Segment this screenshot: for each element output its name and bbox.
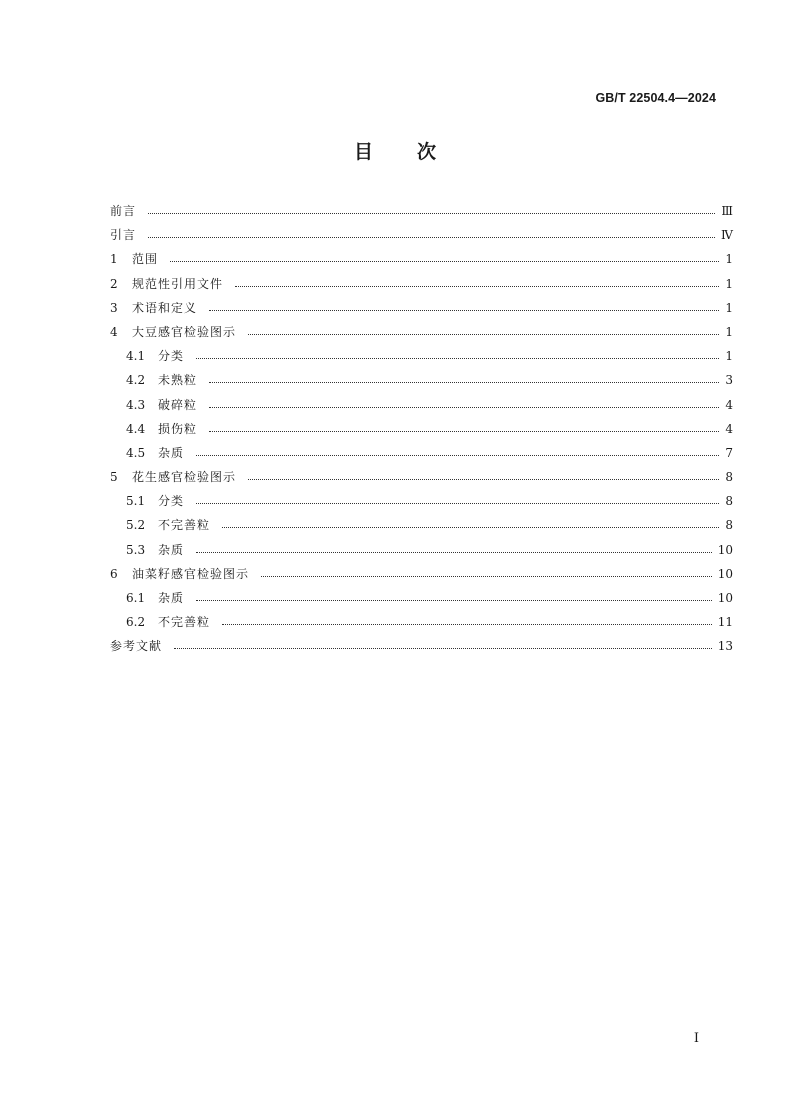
toc-entry-page: 1 <box>725 276 733 291</box>
toc-entry-label: 大豆感官检验图示 <box>132 324 237 339</box>
toc-entry-label: 未熟粒 <box>158 373 198 388</box>
toc-entry-page: 1 <box>725 252 733 267</box>
toc-entry[interactable] <box>110 420 733 444</box>
toc-entry-number: 2 <box>110 276 118 291</box>
toc-entry-number: 6.2 <box>126 615 146 630</box>
toc-dot-leader <box>174 647 712 649</box>
toc-entry[interactable] <box>110 226 733 250</box>
toc-dot-leader <box>248 333 719 335</box>
toc-entry[interactable] <box>110 299 733 323</box>
toc-entry-page: 8 <box>725 494 733 509</box>
toc-entry-page: 4 <box>725 397 733 412</box>
toc-dot-leader <box>222 526 719 528</box>
toc-entry-number: 5 <box>110 470 118 485</box>
toc-dot-leader <box>196 454 719 456</box>
toc-entry[interactable] <box>110 468 733 492</box>
toc-entry-label: 杂质 <box>158 542 185 557</box>
toc-dot-leader <box>196 502 719 504</box>
toc-dot-leader <box>148 212 715 214</box>
toc-entry-page: 13 <box>717 639 733 654</box>
toc-entry-page: 3 <box>725 373 733 388</box>
toc-entry[interactable] <box>110 323 733 347</box>
toc-entry[interactable] <box>110 371 733 395</box>
toc-entry-label: 分类 <box>158 494 185 509</box>
standard-code: GB/T 22504.4—2024 <box>595 91 716 105</box>
toc-dot-leader <box>196 599 712 601</box>
toc-entry-page: 10 <box>717 566 733 581</box>
toc-dot-leader <box>261 575 712 577</box>
toc-entry[interactable] <box>110 275 733 299</box>
toc-entry[interactable] <box>110 396 733 420</box>
toc-entry-page: 8 <box>725 470 733 485</box>
toc-entry-number: 5.3 <box>126 542 146 557</box>
toc-entry-label: 分类 <box>158 349 185 364</box>
toc-entry-number: 4.3 <box>126 397 146 412</box>
toc-dot-leader <box>222 623 712 625</box>
toc-entry-number: 6 <box>110 566 118 581</box>
toc-entry-label: 破碎粒 <box>158 397 198 412</box>
toc-entry-label: 范围 <box>132 252 159 267</box>
toc-entry-page: Ⅲ <box>721 204 733 218</box>
toc-dot-leader <box>209 381 719 383</box>
toc-entry-number: 4.5 <box>126 445 146 460</box>
title-char-2: 次 <box>417 141 439 163</box>
toc-entry[interactable] <box>110 541 733 565</box>
toc-dot-leader <box>248 478 719 480</box>
toc-entry-label: 引言 <box>110 228 137 243</box>
toc-entry-number: 6.1 <box>126 591 146 605</box>
toc-entry-number: 1 <box>110 252 118 267</box>
toc-entry-label: 规范性引用文件 <box>132 276 224 291</box>
toc-entry-page: 1 <box>725 349 733 364</box>
toc-entry-label: 损伤粒 <box>158 421 198 436</box>
toc-entry-number: 4.1 <box>126 349 146 364</box>
toc-dot-leader <box>196 357 719 359</box>
toc-entry[interactable] <box>110 565 733 589</box>
toc-entry-page: 1 <box>725 324 733 339</box>
page-title <box>0 137 792 164</box>
toc-dot-leader <box>209 430 719 432</box>
toc-entry-page: 4 <box>725 421 733 436</box>
toc-entry[interactable] <box>110 202 733 226</box>
toc-entry[interactable] <box>110 589 733 613</box>
toc-dot-leader <box>209 309 719 311</box>
toc-entry-page: 10 <box>717 591 733 605</box>
toc-entry[interactable] <box>110 347 733 371</box>
toc-entry-number: 5.1 <box>126 494 146 509</box>
toc-entry-page: 1 <box>725 300 733 315</box>
toc-dot-leader <box>235 285 719 287</box>
toc-entry-page: 7 <box>725 445 733 460</box>
toc-entry-page: 8 <box>725 518 733 533</box>
toc-entry[interactable] <box>110 516 733 540</box>
toc-entry[interactable] <box>110 613 733 637</box>
toc-dot-leader <box>170 260 719 262</box>
toc-entry-label: 术语和定义 <box>132 300 198 315</box>
toc-dot-leader <box>209 406 719 408</box>
toc-entry[interactable] <box>110 250 733 274</box>
toc-entry[interactable] <box>110 492 733 516</box>
toc-entry-number: 3 <box>110 300 118 315</box>
toc-entry-number: 4 <box>110 324 118 339</box>
toc-entry-number: 4.4 <box>126 421 146 436</box>
toc-entry-label: 前言 <box>110 204 137 218</box>
toc-entry-label: 油菜籽感官检验图示 <box>132 566 250 581</box>
title-char-1: 目 <box>353 141 375 163</box>
toc-entry-label: 不完善粒 <box>158 615 211 630</box>
toc-entry[interactable] <box>110 444 733 468</box>
toc-dot-leader <box>196 551 712 553</box>
toc-entry-label: 不完善粒 <box>158 518 211 533</box>
toc-entry-label: 花生感官检验图示 <box>132 470 237 485</box>
toc-entry-page: 11 <box>717 615 733 630</box>
toc-entry-number: 5.2 <box>126 518 146 533</box>
toc-entry[interactable] <box>110 637 733 661</box>
toc-entry-page: Ⅳ <box>721 228 733 243</box>
toc-entry-page: 10 <box>717 542 733 557</box>
table-of-contents <box>110 202 733 662</box>
toc-entry-label: 杂质 <box>158 591 185 605</box>
page-folio: Ⅰ <box>693 1031 699 1046</box>
toc-dot-leader <box>148 236 715 238</box>
toc-entry-label: 杂质 <box>158 445 185 460</box>
toc-entry-number: 4.2 <box>126 373 146 388</box>
toc-entry-label: 参考文献 <box>110 639 163 654</box>
